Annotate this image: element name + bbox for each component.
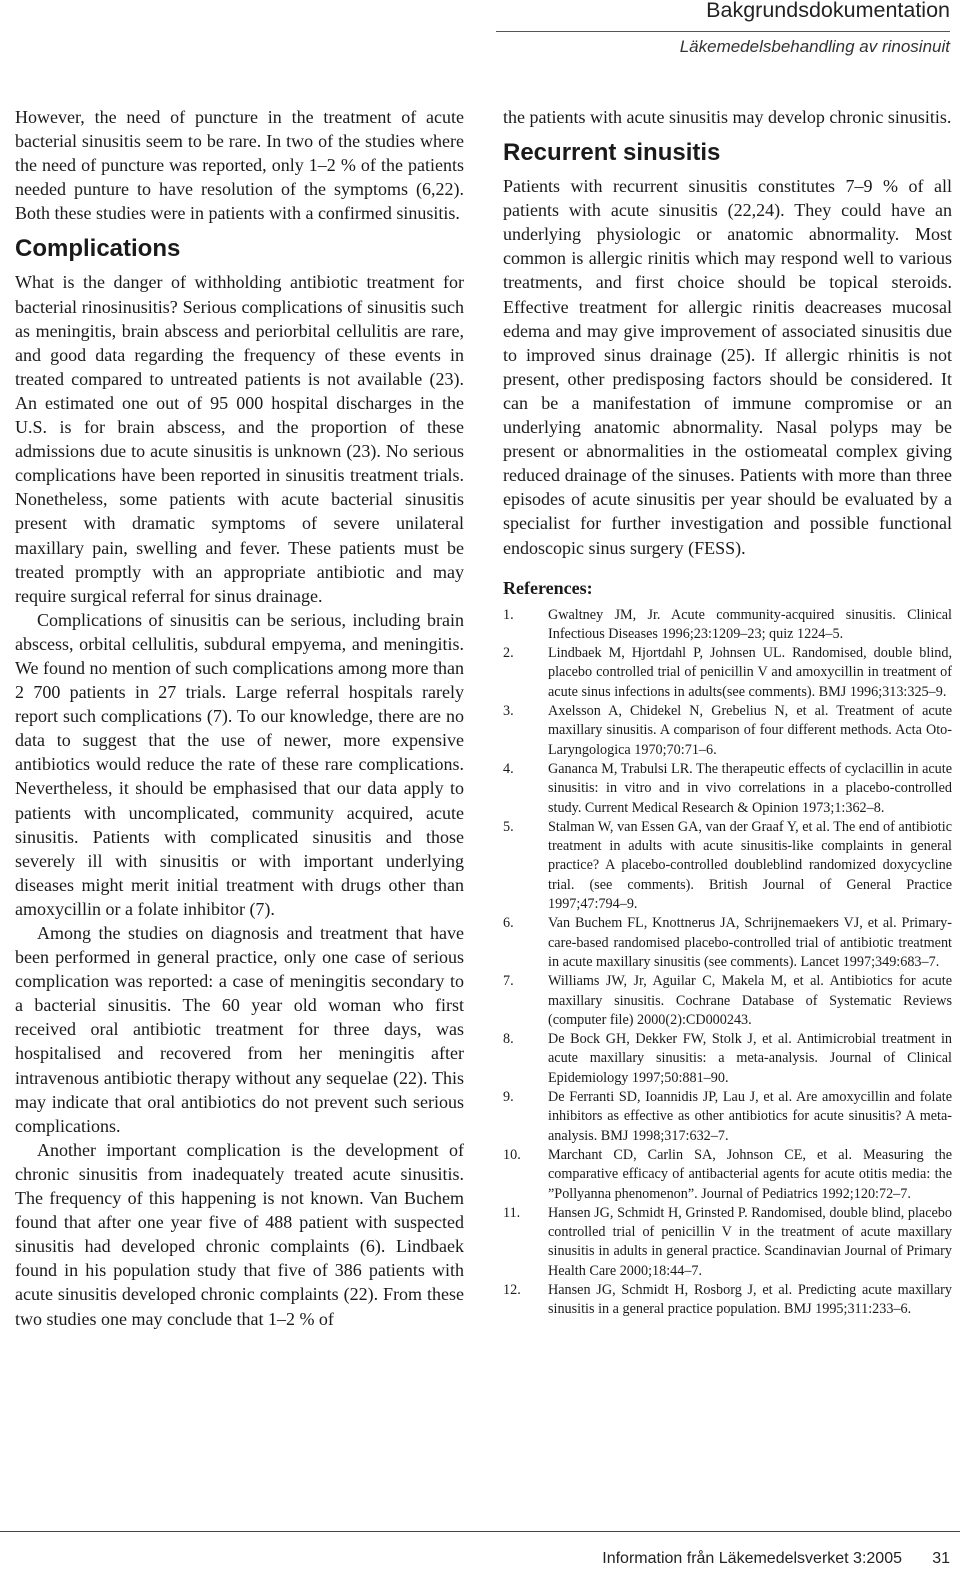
paragraph-chronic-sinusitis: Another important complication is the development of chronic sinusitis from inadequately treated acute sinusitis. The frequency of this happening is not known. Van Buchem found that after one year five of 488 patient with suspected sinusitis had developed chronic complaints (6). Lindbaek found in his population study that five of 386 patients with acute sinusitis developed chronic complaints (22). From these two studies one may conclude that 1–2 % of bbox=[15, 1139, 464, 1329]
paragraph-complications-intro: What is the danger of withholding antibiotic treatment for bacterial rinosinusitis? Serious complications of sinusitis such as meningitis, brain abscess and periorbital cellulitis are rare, and good data regarding the frequency of these events in treated compared to untreated patients is not available (23). An estimated one out of 95 000 hospital discharges in the U.S. is for brain abscess, and the proportion of these admissions due to acute sinusitis is unknown (23). No serious complications have been reported in sinusitis treatment trials. Nonetheless, some patients with acute bacterial sinusitis present with dramatic symptoms of severe unilateral maxillary pain, swelling and fever. These patients must be treated promptly with an appropriate antibiotic and may require surgical referral for sinus drainage. bbox=[15, 272, 464, 606]
reference-item bbox=[503, 1030, 952, 1088]
header-title: Bakgrundsdokumentation bbox=[706, 0, 950, 22]
paragraph-general-practice: Among the studies on diagnosis and treatment that have been performed in general practice, only one case of serious complication was reported: a case of meningitis secondary to a bacterial sinusitis. The 60 year old woman who first received oral antibiotic treatment for three days, was hospitalised and recovered from her meningitis after intravenous antibiotic therapy without any sequelae (22). This may indicate that oral antibiotics do not prevent such serious complications. bbox=[15, 923, 464, 1136]
reference-item bbox=[503, 1146, 952, 1204]
reference-text: Van Buchem FL, Knottnerus JA, Schrijnemaekers VJ, et al. Primary-care-based randomised placebo-controlled trial of antibiotic treatment in acute maxillary sinusitis (see comments). Lancet 1997;349:683–7. bbox=[548, 915, 952, 970]
reference-item bbox=[503, 606, 952, 645]
reference-number: 6. bbox=[503, 915, 514, 932]
reference-number: 7. bbox=[503, 973, 514, 990]
reference-number: 2. bbox=[503, 645, 514, 662]
reference-item bbox=[503, 1204, 952, 1281]
complications-heading: Complications bbox=[15, 235, 181, 263]
reference-item bbox=[503, 702, 952, 760]
header-subtitle: Läkemedelsbehandling av rinosinuit bbox=[679, 37, 950, 56]
reference-item bbox=[503, 1281, 952, 1320]
reference-item bbox=[503, 914, 952, 972]
recurrent-sinusitis-heading: Recurrent sinusitis bbox=[503, 139, 721, 167]
reference-text: Hansen JG, Schmidt H, Rosborg J, et al. Predicting acute maxillary sinusitis in a general practice population. BMJ 1995;311:233–6. bbox=[548, 1281, 952, 1318]
reference-number: 1. bbox=[503, 606, 514, 623]
paragraph-complications-serious: Complications of sinusitis can be serious, including brain abscess, orbital cellulitis, subdural empyema, and meningitis. We found no mention of such complications among more than 2 700 patients in 27 trials. Large referral hospitals rarely report such complications (7). To our knowledge, there are no data to suggest that the use of newer, more expensive antibiotics would reduce the rate of these rare complications. Nevertheless, it should be emphasised that our data apply to patients with uncomplicated, community acquired, acute sinusitis. Patients with complicated sinusitis and those severely ill with sinusitis or with important underlying diseases might merit initial treatment with drugs other than amoxycillin or a folate inhibitor (7). bbox=[15, 609, 464, 919]
reference-item bbox=[503, 1088, 952, 1146]
reference-text: Lindbaek M, Hjortdahl P, Johnsen UL. Randomised, double blind, placebo controlled trial of penicillin V and amoxycillin in treatment of acute sinus infections in adults(see comments). BMJ 1996;313:325–9. bbox=[548, 645, 952, 700]
reference-item bbox=[503, 818, 952, 914]
footer-divider bbox=[0, 1531, 960, 1532]
reference-text: Gananca M, Trabulsi LR. The therapeutic effects of cyclacillin in acute sinusitis: in vitro and in vivo correlations in a placebo-controlled study. Current Medical Research & Opinion 1973;1:362–8. bbox=[548, 760, 952, 816]
reference-number: 8. bbox=[503, 1031, 514, 1048]
page-number: 31 bbox=[932, 1550, 950, 1567]
header-divider bbox=[496, 31, 950, 32]
paragraph-recurrent-sinusitis: Patients with recurrent sinusitis constitutes 7–9 % of all patients with acute sinusitis (22,24). They could have an underlying physiologic or anatomic abnormality. Most common is allergic rinitis which may respond well to various treatments, and first choice should be topical steroids. Effective treatment for allergic rinitis deacreases mucosal edema and may give improvement of associated sinusitis due to improved sinus drainage (25). If allergic rhinitis is not present, other predisposing factors should be considered. It can be a manifestation of immune compromise or an underlying anatomic abnormality. Nasal polyps may be present or abnormalities in the ostiomeatal complex giving reduced drainage of the sinuses. Patients with more than three episodes of acute sinusitis per year should be evaluated by a specialist for further investigation and possible functional endoscopic sinus surgery (FESS). bbox=[503, 176, 952, 558]
reference-number: 12. bbox=[503, 1281, 521, 1298]
reference-number: 11. bbox=[503, 1204, 521, 1221]
reference-text: Gwaltney JM, Jr. Acute community-acquired sinusitis. Clinical Infectious Diseases 1996;23:1209–23; quiz 1224–5. bbox=[548, 606, 952, 642]
reference-number: 9. bbox=[503, 1089, 514, 1106]
reference-text: De Ferranti SD, Ioannidis JP, Lau J, et al. Are amoxycillin and folate inhibitors as effective as other antibiotics for acute sinusitis? A meta-analysis. BMJ 1998;317:632–7. bbox=[548, 1089, 952, 1144]
references-heading: References: bbox=[503, 577, 593, 598]
reference-item bbox=[503, 972, 952, 1030]
reference-list bbox=[503, 606, 952, 1320]
paragraph-puncture: However, the need of puncture in the treatment of acute bacterial sinusitis seem to be rare. In two of the studies where the need of puncture was reported, only 1–2 % of the patients needed punture to have resolution of the symptoms (6,22). Both these studies were in patients with a confirmed sinusitis. bbox=[15, 107, 464, 224]
left-column bbox=[15, 105, 464, 1331]
reference-text: Williams JW, Jr, Aguilar C, Makela M, et al. Antibiotics for acute maxillary sinusitis. Cochrane Database of Systematic Reviews (computer file) 2000(2):CD000243. bbox=[548, 973, 952, 1028]
reference-number: 10. bbox=[503, 1146, 521, 1163]
right-column bbox=[503, 105, 952, 1320]
reference-number: 3. bbox=[503, 703, 514, 720]
reference-text: Hansen JG, Schmidt H, Grinsted P. Randomised, double blind, placebo controlled trial of penicillin V in the treatment of acute maxillary sinusitis in adults in general practice. Scandinavian Journal of Primary Health Care 2000;18:44–7. bbox=[548, 1204, 952, 1279]
footer-publication: Information från Läkemedelsverket 3:2005 bbox=[602, 1550, 902, 1567]
reference-item bbox=[503, 644, 952, 702]
reference-text: De Bock GH, Dekker FW, Stolk J, et al. Antimicrobial treatment in acute maxillary sinusitis: a meta-analysis. Journal of Clinical Epidemiology 1997;50:881–90. bbox=[548, 1031, 952, 1086]
reference-item bbox=[503, 760, 952, 818]
reference-text: Axelsson A, Chidekel N, Grebelius N, et al. Treatment of acute maxillary sinusitis. A comparison of four different methods. Acta Oto-Laryngologica 1970;70:71–6. bbox=[548, 703, 952, 758]
reference-text: Stalman W, van Essen GA, van der Graaf Y, et al. The end of antibiotic treatment in adults with acute sinusitis-like complaints in general practice? A placebo-controlled doubleblind randomized doxycycline trial. (see comments). British Journal of General Practice 1997;47:794–9. bbox=[548, 818, 952, 913]
reference-number: 5. bbox=[503, 818, 514, 835]
reference-number: 4. bbox=[503, 760, 514, 777]
paragraph-chronic-continued: the patients with acute sinusitis may develop chronic sinusitis. bbox=[503, 107, 952, 127]
reference-text: Marchant CD, Carlin SA, Johnson CE, et al. Measuring the comparative efficacy of antibacterial agents for acute otitis media: the ”Pollyanna phenomenon”. Journal of Pediatrics 1992;120:72–7. bbox=[548, 1146, 952, 1202]
